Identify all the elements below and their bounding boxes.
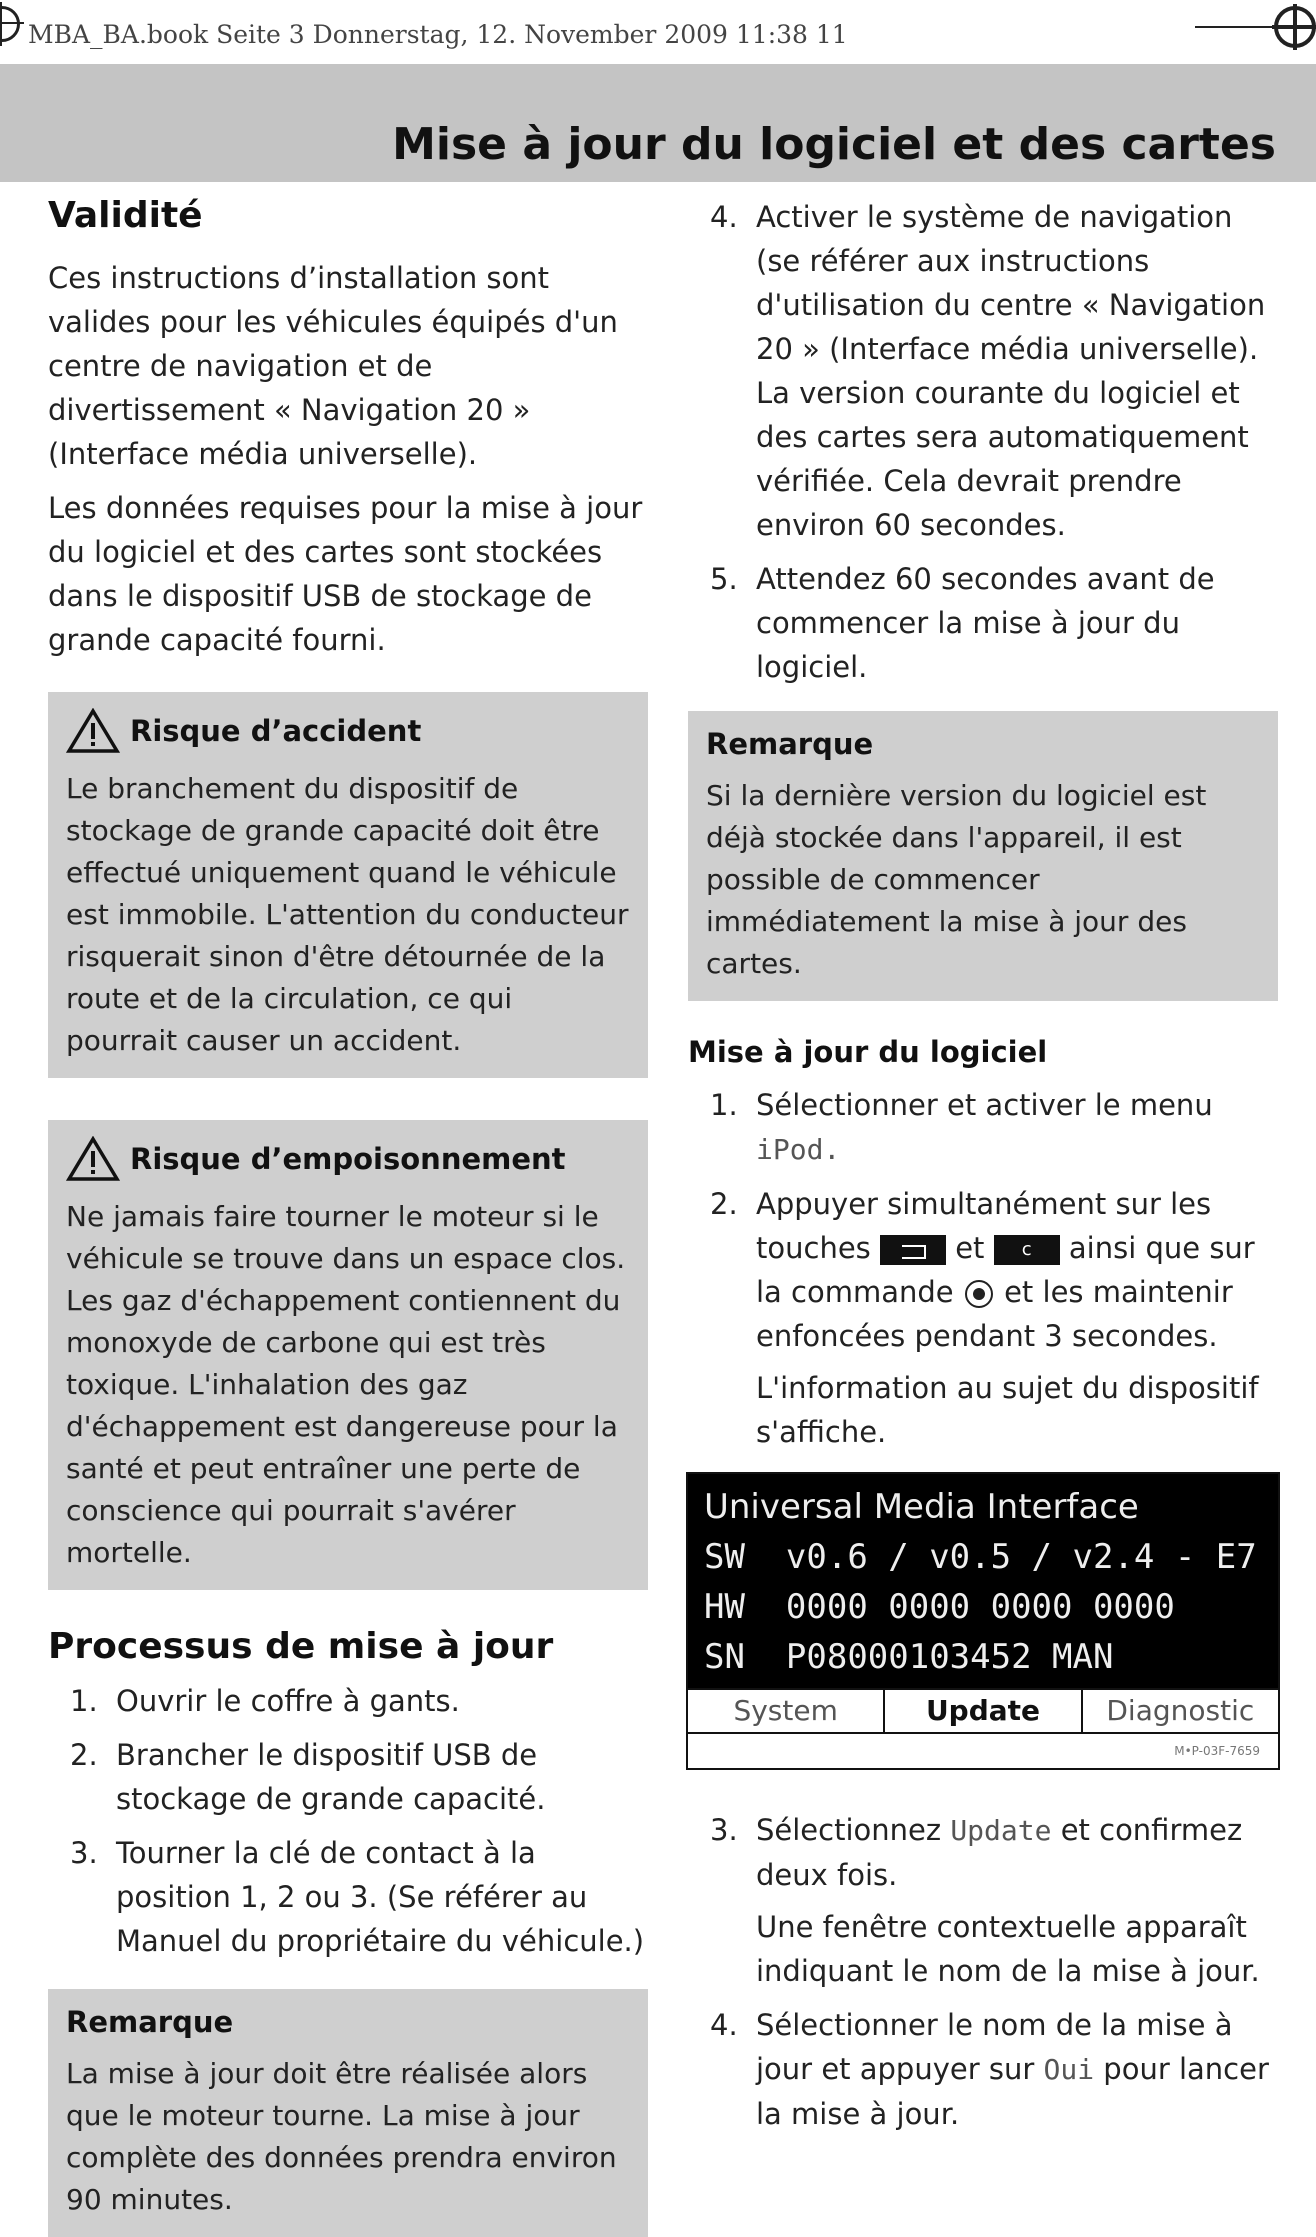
title-band: [0, 64, 1316, 182]
list-item: [688, 1083, 1278, 1172]
software-steps: [688, 1083, 1278, 1454]
menu-ipod: iPod.: [756, 1133, 841, 1166]
right-column: [688, 195, 1278, 2146]
list-item: [688, 195, 1278, 547]
controller-knob-icon: [965, 1280, 993, 1308]
list-item: [48, 1831, 648, 1963]
step-number: 4.: [710, 2008, 738, 2042]
warning-poison-title: Risque d’empoisonnement: [130, 1142, 566, 1176]
menu-oui: Oui: [1043, 2053, 1095, 2086]
step-number: 3.: [70, 1836, 98, 1870]
screen-sn-row: [704, 1632, 1262, 1682]
step-result: Une fenêtre contextuelle apparaît indiquant le nom de la mise à jour.: [756, 1910, 1260, 1988]
screen-hw-row: [704, 1582, 1262, 1632]
step-text: Appuyer simultanément sur les touches: [756, 1187, 1212, 1265]
screen-title: Universal Media Interface: [704, 1487, 1139, 1527]
warning-poison-text: Ne jamais faire tourner le moteur si le véhicule se trouve dans un espace clos. Les gaz d'échappement contiennent du monoxyde de carbone qui est très toxique. L'inhalation des gaz d'échappement est dangereuse pour la santé et peut entraîner une perte de conscience qui pourrait s'avérer mortelle.: [66, 1200, 626, 1569]
validity-para-1: Ces instructions d’installation sont valides pour les véhicules équipés d'un centre de navigation et de divertissement « Navigation 20 » (Interface média universelle).: [48, 261, 618, 471]
list-item: [688, 2003, 1278, 2136]
hw-label: HW: [704, 1587, 745, 1627]
sn-label: SN: [704, 1637, 745, 1677]
step-number: 5.: [710, 562, 738, 596]
step-result: L'information au sujet du dispositif s'affiche.: [756, 1371, 1259, 1449]
warning-accident-title: Risque d’accident: [130, 714, 422, 748]
sw-value: v0.6 / v0.5 / v2.4 - E7: [785, 1537, 1257, 1577]
list-item: [688, 557, 1278, 689]
sn-value: P08000103452 MAN: [785, 1637, 1114, 1677]
tab-update[interactable]: Update: [885, 1690, 1082, 1732]
steps-bottom: [688, 1808, 1278, 2136]
sw-label: SW: [704, 1537, 745, 1577]
warning-accident-box: [48, 692, 648, 1078]
list-item: [48, 1733, 648, 1821]
list-item: [688, 1808, 1278, 1993]
process-steps: [48, 1679, 648, 1963]
menu-update: Update: [950, 1814, 1052, 1847]
list-item: [48, 1679, 648, 1723]
tab-diagnostic[interactable]: Diagnostic: [1106, 1694, 1255, 1727]
step-result: La version courante du logiciel et des cartes sera automatiquement vérifiée. Cela devrait prendre environ 60 secondes.: [756, 376, 1249, 542]
validity-para-2: Les données requises pour la mise à jour du logiciel et des cartes sont stockées dans le dispositif USB de stockage de grande capacité fourni.: [48, 491, 643, 657]
note-text: Si la dernière version du logiciel est déjà stockée dans l'appareil, il est possible de commencer immédiatement la mise à jour des cartes.: [706, 779, 1207, 980]
c-key-icon: c: [994, 1235, 1060, 1265]
step-number: 2.: [710, 1187, 738, 1221]
print-header: [0, 0, 1316, 62]
step-text: Brancher le dispositif USB de stockage de grande capacité.: [116, 1738, 546, 1816]
step-number: 4.: [710, 200, 738, 234]
note-title: Remarque: [66, 2005, 234, 2039]
steps-top: [688, 195, 1278, 689]
screen-sw-row: [704, 1532, 1262, 1582]
page-title: Mise à jour du logiciel et des cartes: [392, 119, 1276, 170]
step-text: pour lancer la mise à jour.: [756, 2052, 1269, 2131]
step-text: Ouvrir le coffre à gants.: [116, 1684, 460, 1718]
step-text: Attendez 60 secondes avant de commencer la mise à jour du logiciel.: [756, 562, 1215, 684]
step-text-and: et: [955, 1231, 985, 1265]
warning-poison-box: [48, 1120, 648, 1590]
note-box-right: [688, 711, 1278, 1001]
back-key-icon: [880, 1235, 946, 1265]
warning-accident-text: Le branchement du dispositif de stockage de grande capacité doit être effectué uniquement quand le véhicule est immobile. L'attention du conducteur risquerait sinon d'être détournée de la route et de la circulation, ce qui pourrait causer un accident.: [66, 772, 629, 1057]
step-text: Sélectionnez: [756, 1813, 942, 1847]
left-column: [48, 195, 648, 2237]
process-heading: Processus de mise à jour: [48, 1626, 554, 1667]
hw-value: 0000 0000 0000 0000: [785, 1587, 1175, 1627]
screen-tabs: [688, 1688, 1278, 1734]
warning-triangle-icon: [66, 708, 120, 754]
screen-image-code: M•P-03F-7659: [1174, 1744, 1260, 1758]
device-screen: [686, 1472, 1280, 1770]
tab-system[interactable]: System: [688, 1690, 885, 1732]
validity-heading: Validité: [48, 195, 203, 236]
note-text: La mise à jour doit être réalisée alors que le moteur tourne. La mise à jour complète des données prendra environ 90 minutes.: [66, 2057, 617, 2216]
step-text: Tourner la clé de contact à la position 1, 2 ou 3. (Se référer au Manuel du propriétaire du véhicule.): [116, 1836, 645, 1958]
software-heading: Mise à jour du logiciel: [688, 1035, 1048, 1069]
step-text: Activer le système de navigation (se référer aux instructions d'utilisation du centre « Navigation 20 » (Interface média universelle).: [756, 200, 1266, 366]
step-text: Sélectionner et activer le menu: [756, 1088, 1213, 1122]
step-text: et confirmez deux fois.: [756, 1813, 1243, 1892]
step-text: Sélectionner le nom de la mise à jour et appuyer sur: [756, 2008, 1233, 2086]
step-number: 1.: [710, 1088, 738, 1122]
step-number: 2.: [70, 1738, 98, 1772]
list-item: [688, 1182, 1278, 1454]
step-number: 1.: [70, 1684, 98, 1718]
crop-mark-right-icon: [1272, 4, 1316, 50]
print-header-text: MBA_BA.book Seite 3 Donnerstag, 12. November 2009 11:38 11: [28, 20, 848, 49]
step-text: ainsi que sur la commande: [756, 1231, 1255, 1309]
warning-triangle-icon: [66, 1136, 120, 1182]
note-box-left: [48, 1989, 648, 2237]
step-text: et les maintenir enfoncées pendant 3 secondes.: [756, 1275, 1233, 1353]
note-title: Remarque: [706, 727, 874, 761]
crop-mark-left-icon: [0, 2, 24, 46]
step-number: 3.: [710, 1813, 738, 1847]
